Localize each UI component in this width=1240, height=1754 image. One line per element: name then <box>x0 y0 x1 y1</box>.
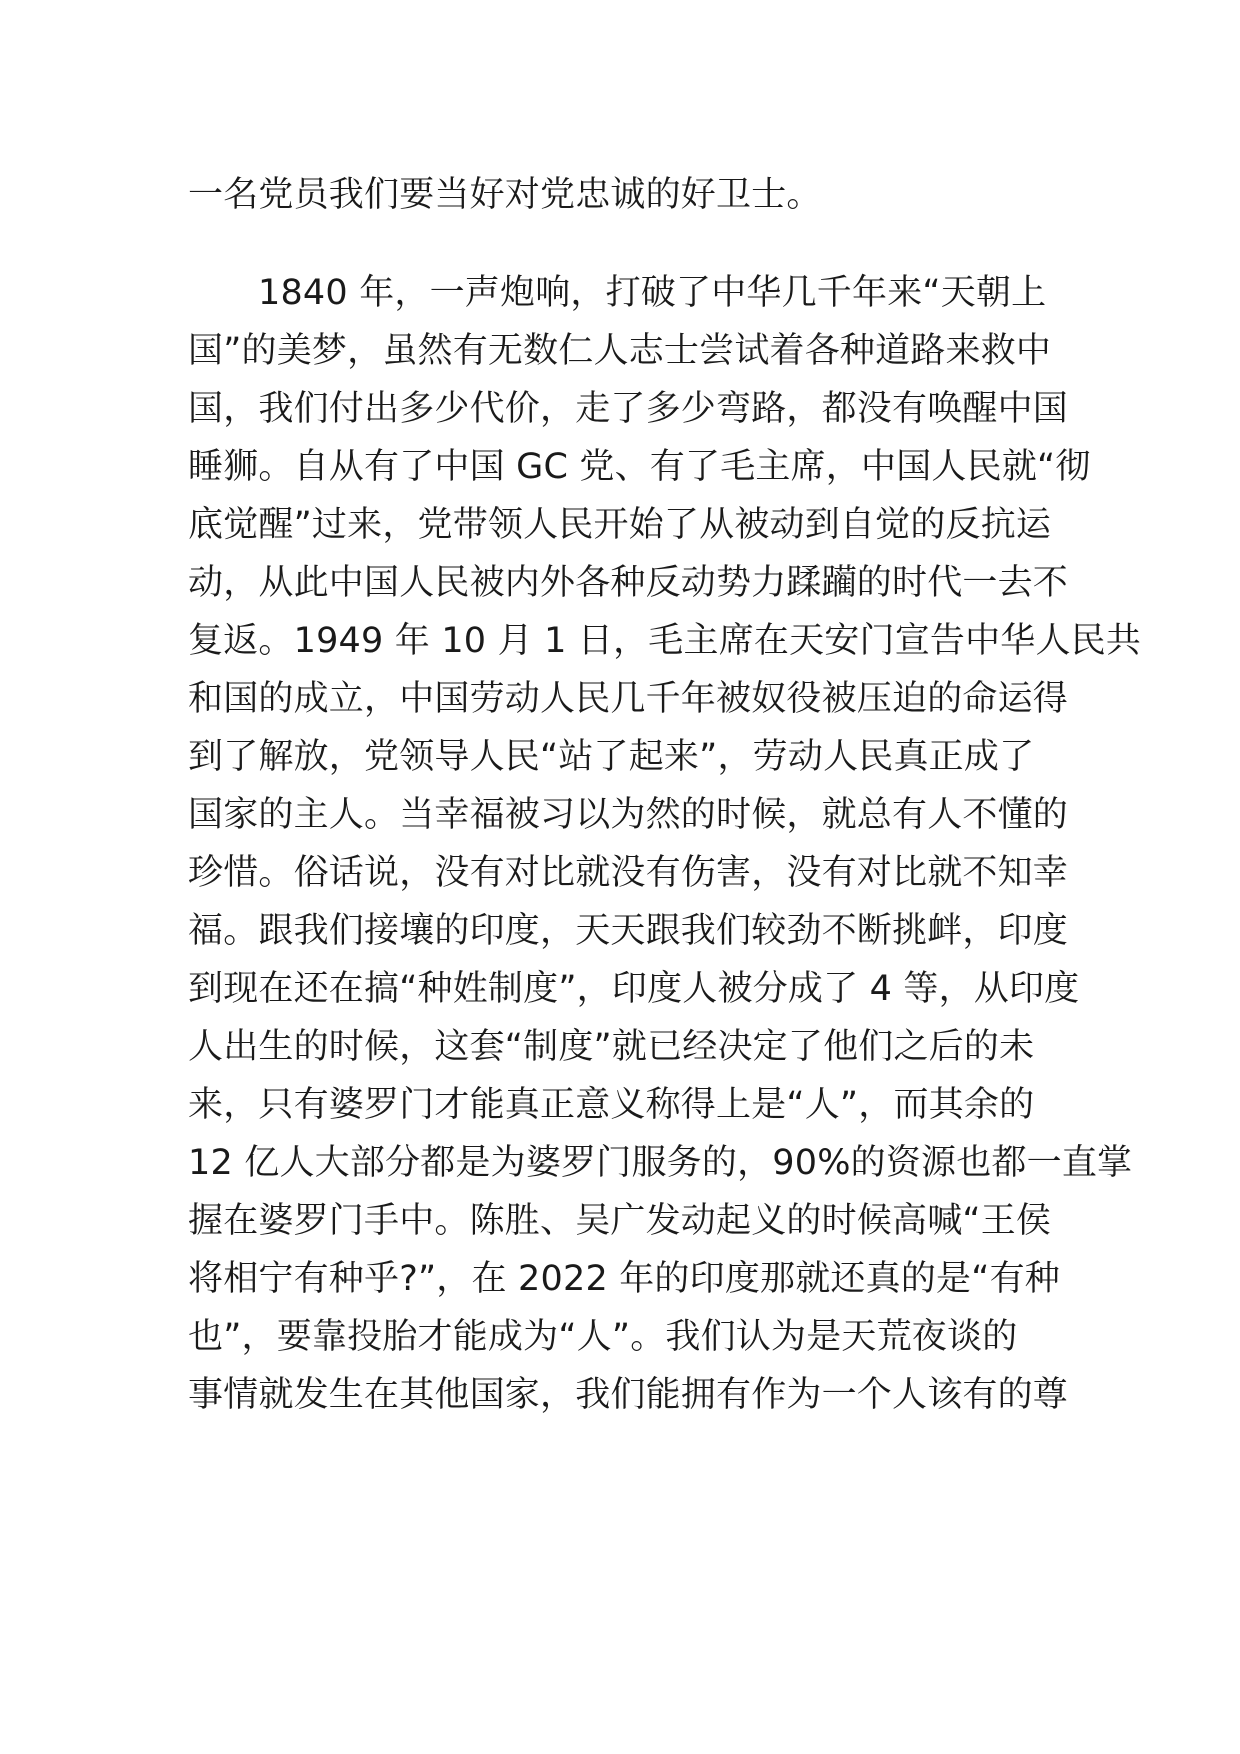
text-line: 事情就发生在其他国家，我们能拥有作为一个人该有的尊 <box>188 1375 1069 1415</box>
text-line: 睡狮。自从有了中国 GC 党、有了毛主席，中国人民就“彻 <box>188 447 1091 487</box>
text-line: 人出生的时候，这套“制度”就已经决定了他们之后的未 <box>188 1027 1035 1067</box>
text-line: 国，我们付出多少代价，走了多少弯路，都没有唤醒中国 <box>188 389 1069 429</box>
text-line: 福。跟我们接壤的印度，天天跟我们较劲不断挑衅，印度 <box>188 911 1069 951</box>
text-line: 国”的美梦，虽然有无数仁人志士尝试着各种道路来救中 <box>188 331 1052 371</box>
text-line: 动，从此中国人民被内外各种反动势力蹂躏的时代一去不 <box>188 563 1069 603</box>
text-line: 到了解放，党领导人民“站了起来”，劳动人民真正成了 <box>188 737 1035 777</box>
text-line: 国家的主人。当幸福被习以为然的时候，就总有人不懂的 <box>188 795 1069 835</box>
text-line: 1840 年，一声炮响，打破了中华几千年来“天朝上 <box>258 273 1047 313</box>
text-line: 来，只有婆罗门才能真正意义称得上是“人”，而其余的 <box>188 1085 1035 1125</box>
text-line: 底觉醒”过来，党带领人民开始了从被动到自觉的反抗运 <box>188 505 1052 545</box>
text-line: 一名党员我们要当好对党忠诚的好卫士。 <box>188 175 822 215</box>
text-line: 珍惜。俗话说，没有对比就没有伤害，没有对比就不知幸 <box>188 853 1069 893</box>
text-line: 和国的成立，中国劳动人民几千年被奴役被压迫的命运得 <box>188 679 1069 719</box>
text-line: 12 亿人大部分都是为婆罗门服务的，90%的资源也都一直掌 <box>188 1143 1133 1183</box>
text-line: 也”，要靠投胎才能成为“人”。我们认为是天荒夜谈的 <box>188 1317 1018 1357</box>
text-line: 复返。1949 年 10 月 1 日，毛主席在天安门宣告中华人民共 <box>188 621 1142 661</box>
text-line: 到现在还在搞“种姓制度”，印度人被分成了 4 等，从印度 <box>188 969 1080 1009</box>
text-line: 将相宁有种乎?”，在 2022 年的印度那就还真的是“有种 <box>188 1259 1060 1299</box>
text-line: 握在婆罗门手中。陈胜、吴广发动起义的时候高喊“王侯 <box>188 1201 1052 1241</box>
